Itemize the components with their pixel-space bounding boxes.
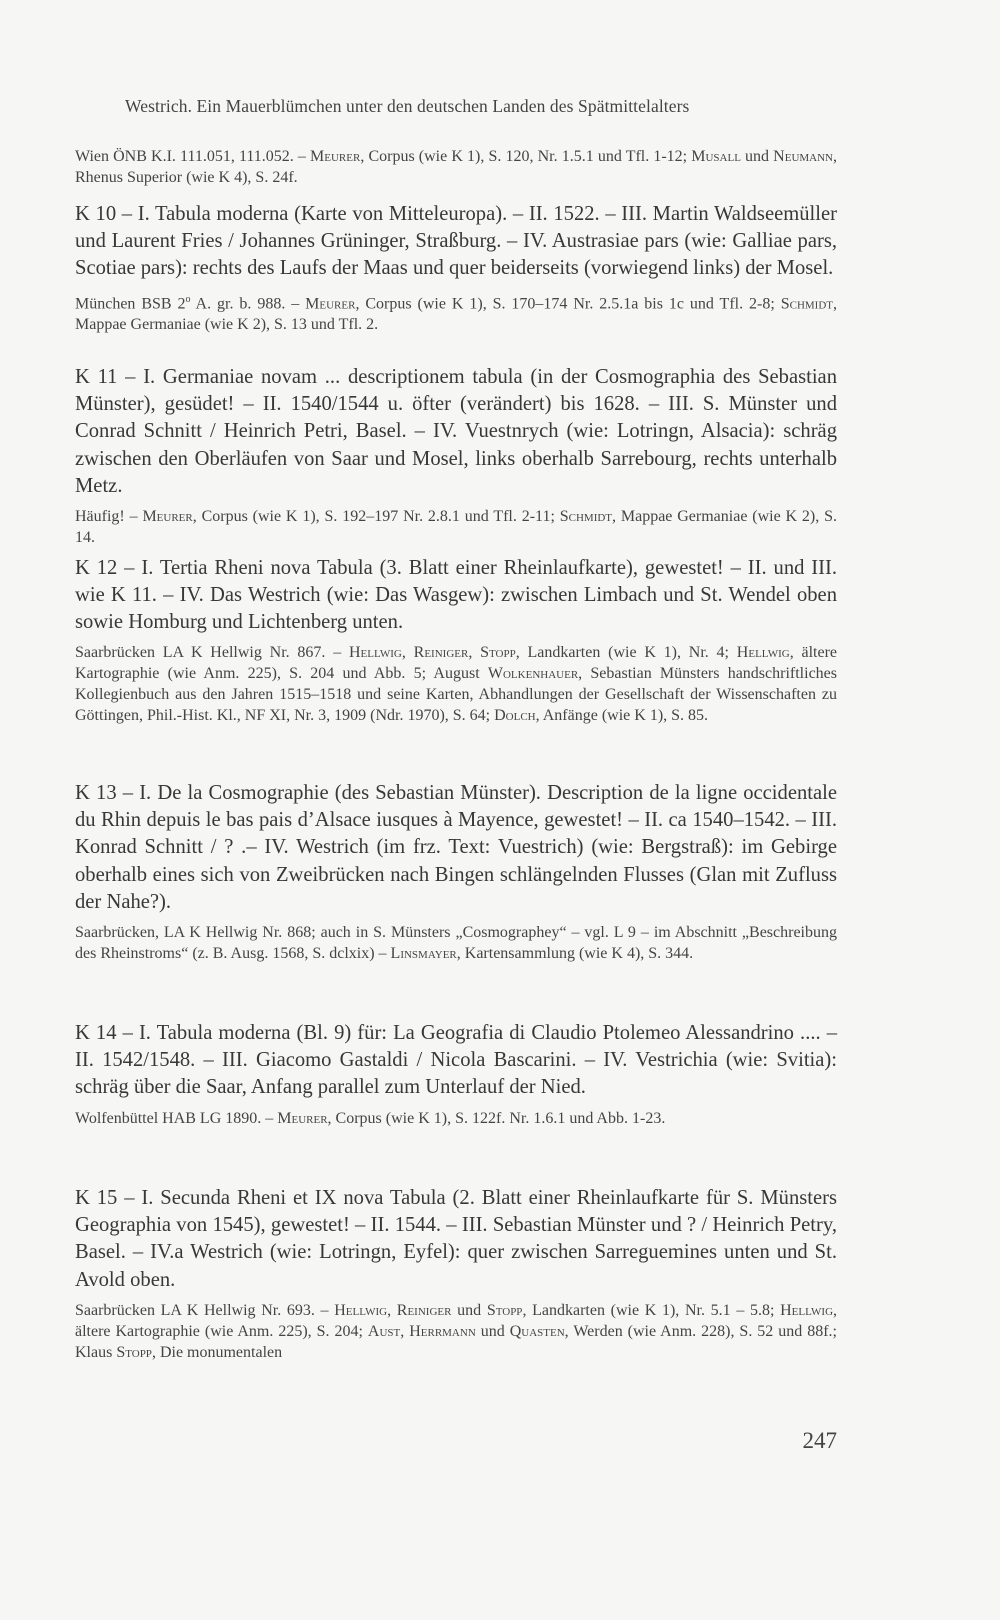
entry-k13-main: K 13 – I. De la Cosmographie (des Sebastian Münster). Description de la ligne occidentale du Rhin depuis le bas pais d’Alsace iusques à Mayence, gewestet! – II. ca 1540–1542. – III. Konrad Schnitt / ? .– IV. Westrich (im frz. Text: Vuestrich) (wie: Bergstraß): im Gebirge oberhalb eines sich von Zweibrücken nach Bingen schlängelnden Flusses (Glan mit Zufluss der Nahe?). <box>75 782 837 913</box>
page-number: 247 <box>802 1428 837 1453</box>
entry-k10-note: München BSB 2$^o$ A. gr. b. 988. – Meurer, Corpus (wie K 1), S. 170–174 Nr. 2.5.1a bis 1c und Tfl. 2-8; Schmidt, Mappae Germaniae (wie K 2), S. 13 und Tfl. 2. <box>75 293 838 333</box>
entry-k14-note: Wolfenbüttel HAB LG 1890. – Meurer, Corpus (wie K 1), S. 122f. Nr. 1.6.1 und Abb. 1-23. <box>75 1109 666 1127</box>
entry-k15-main: K 15 – I. Secunda Rheni et IX nova Tabula (2. Blatt einer Rheinlaufkarte für S. Münsters Geographia von 1545), gewestet! – II. 1544. – III. Sebastian Münster und ? / Heinrich Petry, Basel. – IV.a Westrich (wie: Lotringn, Eyfel): quer zwischen Sarreguemines unten und St. Avold oben. <box>75 1187 837 1291</box>
entry-k10 <box>75 201 837 335</box>
running-header: Westrich. Ein Mauerblümchen unter den deutschen Landen des Spätmittelalters <box>125 96 690 116</box>
entry-k12 <box>75 555 837 726</box>
entry-k14 <box>75 1020 837 1129</box>
entry-k14-main: K 14 – I. Tabula moderna (Bl. 9) für: La Geografia di Claudio Ptolemeo Alessandrino .... – II. 1542/1548. – III. Giacomo Gastaldi / Nicola Bascarini. – IV. Vestrichia (wie: Svitia): schräg über die Saar, Anfang parallel zum Unterlauf der Nied. <box>75 1022 837 1099</box>
entry-k11 <box>75 364 837 548</box>
entry-k12-main: K 12 – I. Tertia Rheni nova Tabula (3. Blatt einer Rheinlaufkarte), gewestet! – II. und III. wie K 11. – IV. Das Westrich (wie: Das Wasgew): zwischen Limbach und St. Wendel oben sowie Homburg und Lichtenberg unten. <box>75 557 837 634</box>
entry-k15-note: Saarbrücken LA K Hellwig Nr. 693. – Hellwig, Reiniger und Stopp, Landkarten (wie K 1), Nr. 5.1 – 5.8; Hellwig, ältere Kartographie (wie Anm. 225), S. 204; Aust, Herrmann und Quasten, Werden (wie Anm. 228), S. 52 und 88f.; Klaus Stopp, Die monumentalen <box>75 1301 838 1361</box>
entry-k13 <box>75 780 837 964</box>
entry-k13-note: Saarbrücken, LA K Hellwig Nr. 868; auch in S. Münsters „Cosmographey“ – vgl. L 9 – im Abschnitt „Beschreibung des Rheinstroms“ (z. B. Ausg. 1568, S. dclxix) – Linsmayer, Kartensammlung (wie K 4), S. 344. <box>75 924 837 963</box>
entry-k12-note: Saarbrücken LA K Hellwig Nr. 867. – Hellwig, Reiniger, Stopp, Landkarten (wie K 1), Nr. 4; Hellwig, ältere Kartographie (wie Anm. 225), S. 204 und Abb. 5; August Wolkenhauer, Sebastian Münsters handschriftliches Kollegienbuch aus den Jahren 1515–1518 und seine Karten, Abhandlungen der Gesellschaft der Wissenschaften zu Göttingen, Phil.-Hist. Kl., NF XI, Nr. 3, 1909 (Ndr. 1970), S. 64; Dolch, Anfänge (wie K 1), S. 85. <box>75 643 838 724</box>
entry-k11-note: Häufig! – Meurer, Corpus (wie K 1), S. 192–197 Nr. 2.8.1 und Tfl. 2-11; Schmidt, Mappae Germaniae (wie K 2), S. 14. <box>75 508 838 547</box>
intro-note: Wien ÖNB K.I. 111.051, 111.052. – Meurer, Corpus (wie K 1), S. 120, Nr. 1.5.1 und Tfl. 1-12; Musall und Neumann, Rhenus Superior (wie K 4), S. 24f. <box>75 148 838 186</box>
entry-k15 <box>75 1185 837 1363</box>
entry-k11-main: K 11 – I. Germaniae novam ... descriptionem tabula (in der Cosmographia des Sebastian Münster), gesüdet! – II. 1540/1544 u. öfter (verändert) bis 1628. – III. S. Münster und Conrad Schnitt / Heinrich Petri, Basel. – IV. Vuestnrych (wie: Lotringn, Alsacia): schräg zwischen den Oberläufen von Saar und Mosel, links oberhalb Sarrebourg, rechts unterhalb Metz. <box>75 366 837 497</box>
entry-k10-main: K 10 – I. Tabula moderna (Karte von Mitteleuropa). – II. 1522. – III. Martin Waldseemüller und Laurent Fries / Johannes Grüninger, Straßburg. – IV. Austrasiae pars (wie: Galliae pars, Scotiae pars): rechts des Laufs der Maas und quer beiderseits (vorwiegend links) der Mosel. <box>75 203 837 280</box>
